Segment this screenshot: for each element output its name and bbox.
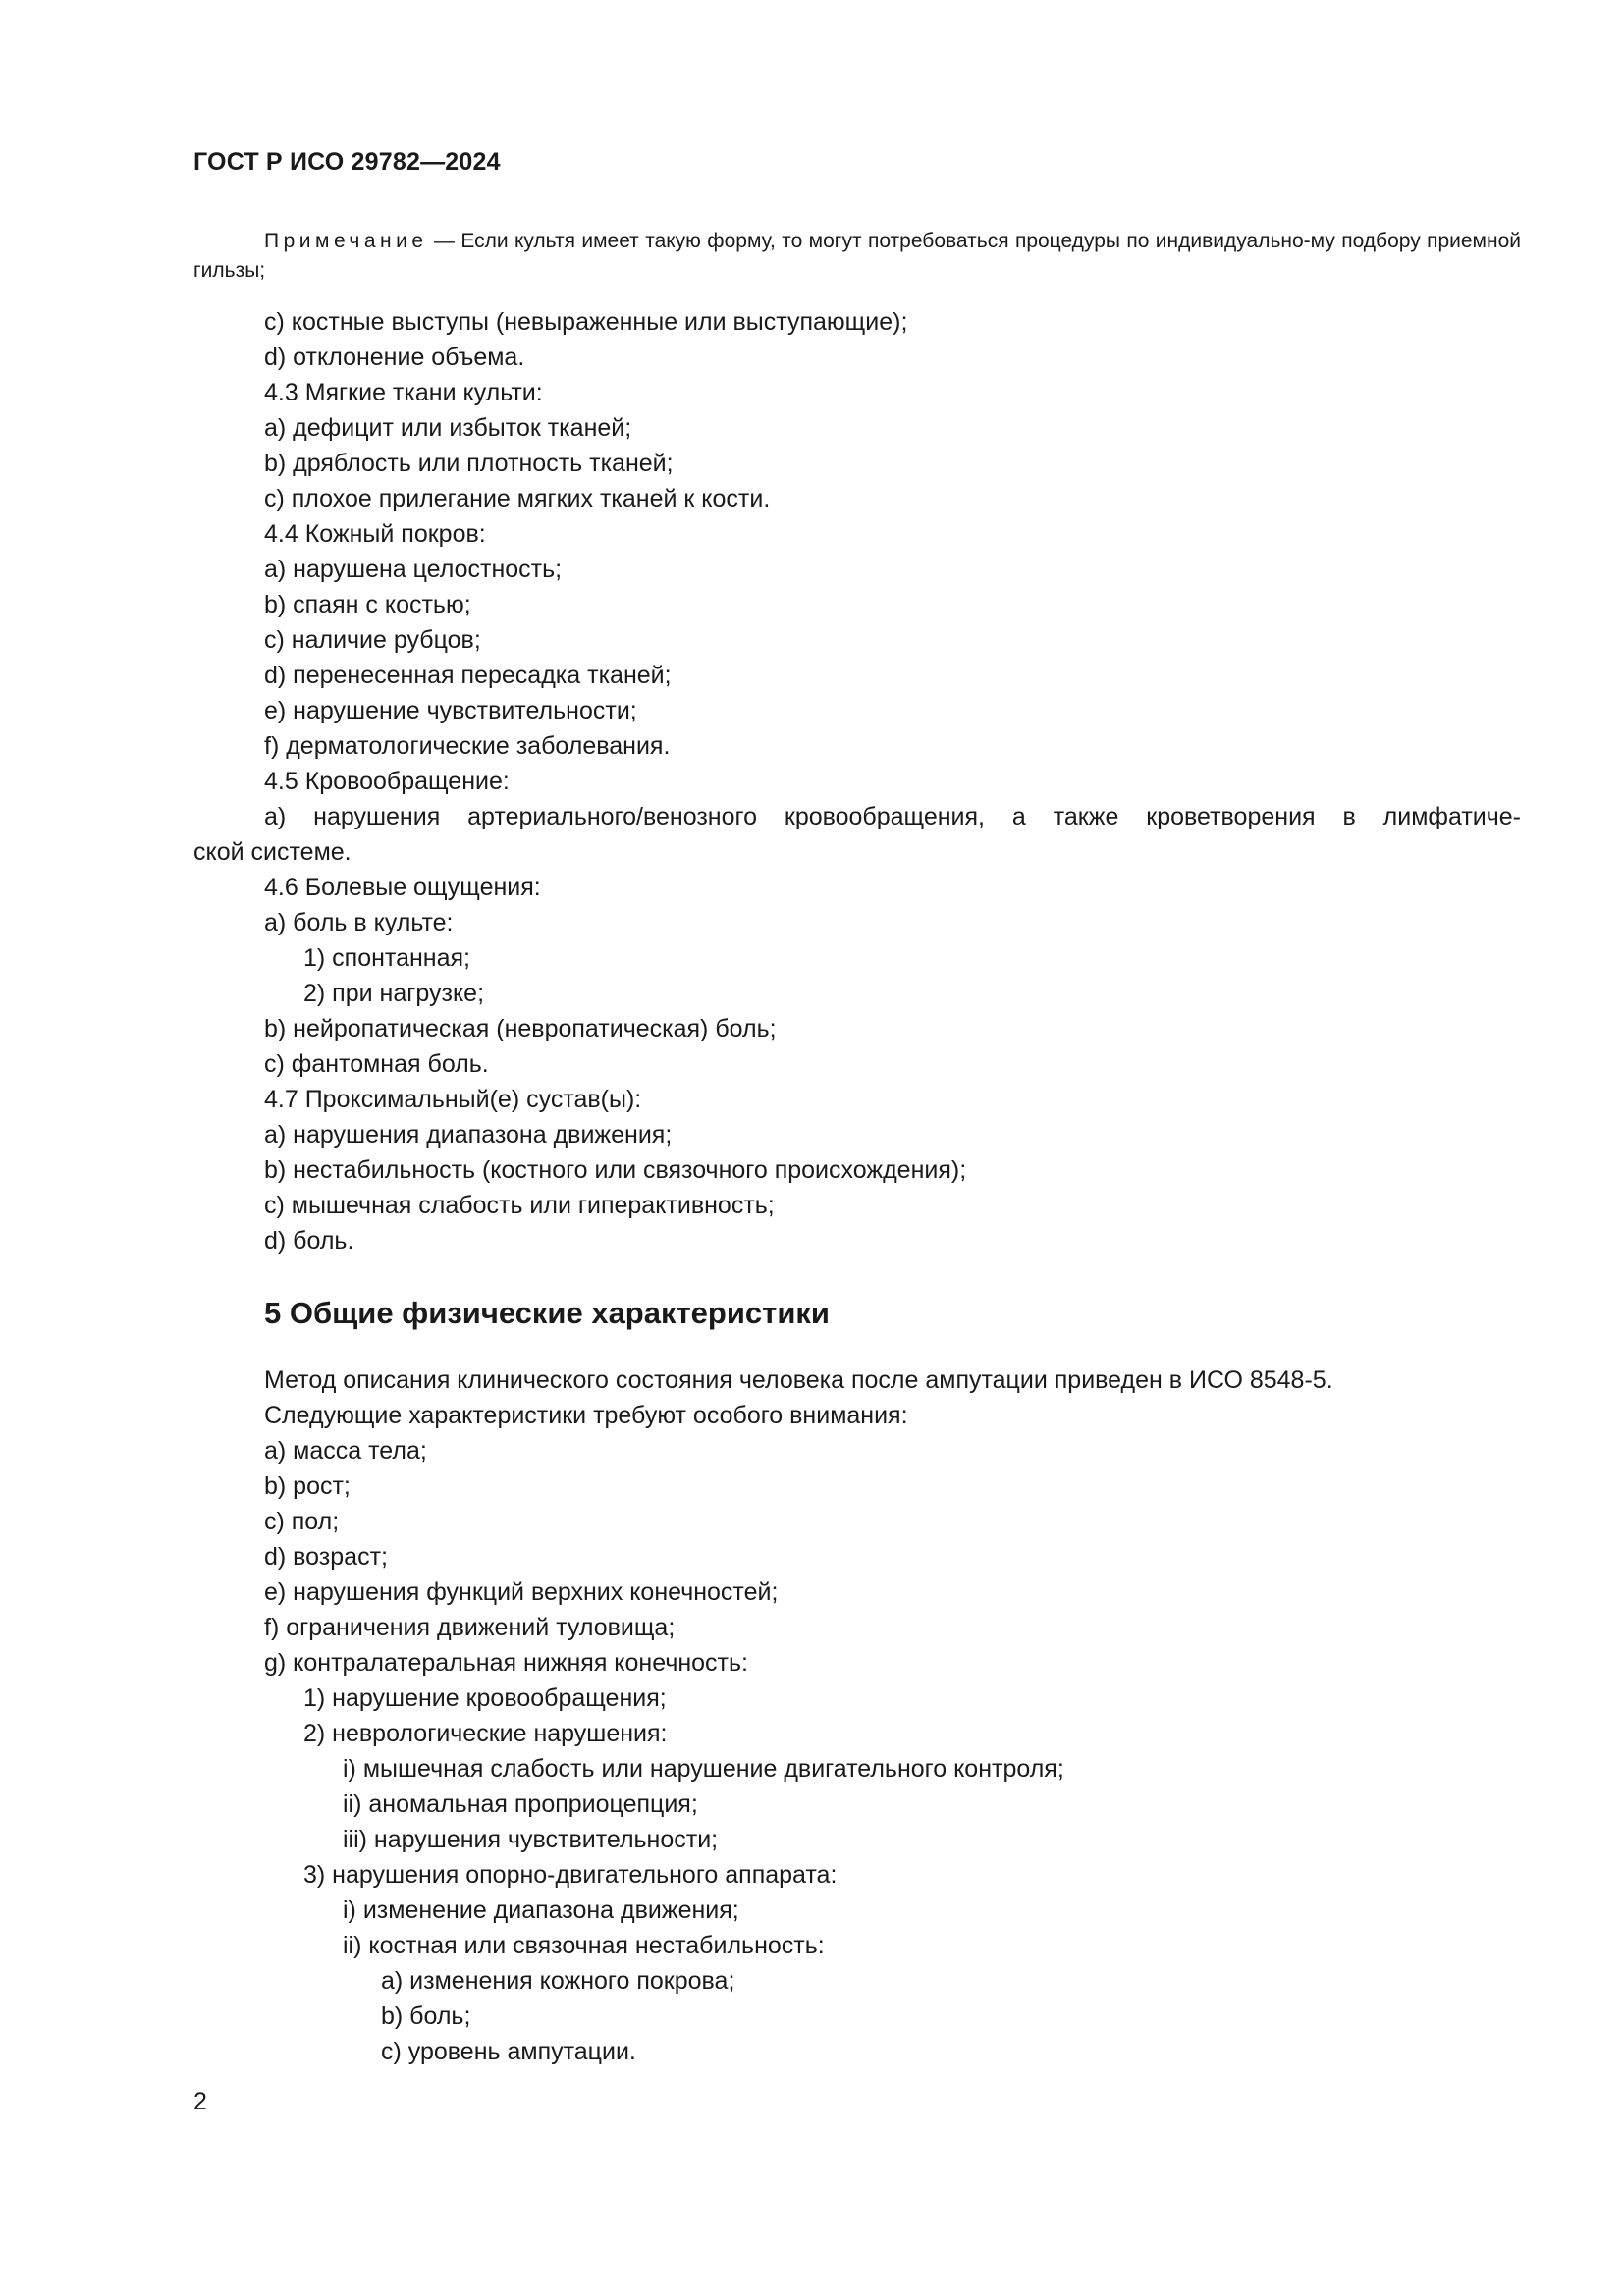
list-item: c) мышечная слабость или гиперактивность; [264,1192,775,1219]
list-item: e) нарушение чувствительности; [264,697,637,724]
list-subsubitem: i) изменение диапазона движения; [343,1896,739,1924]
subsection-title: 4.3 Мягкие ткани культи: [264,379,543,406]
list-item: d) отклонение объема. [264,344,525,371]
list-item: c) плохое прилегание мягких тканей к кости. [264,485,771,512]
list-subsubitem: ii) аномальная проприоцепция; [343,1790,698,1818]
list-item: d) боль. [264,1227,354,1255]
subsection-title: 4.4 Кожный покров: [264,520,486,548]
list-item: b) дряблость или плотность тканей; [264,450,674,477]
list-item: c) фантомная боль. [264,1050,489,1078]
list-item: b) рост; [264,1472,351,1500]
note-label: Примечание [264,230,428,252]
list-subitem: 3) нарушения опорно-двигательного аппарата: [303,1861,838,1889]
paragraph: Метод описания клинического состояния человека после ампутации приведен в ИСО 8548-5. [264,1366,1333,1394]
list-item: b) спаян с костью; [264,591,471,618]
list-item: e) нарушения функций верхних конечностей; [264,1578,779,1606]
list-item-continuation: ской системе. [193,838,352,866]
list-item: a) нарушения диапазона движения; [264,1121,673,1148]
subsection-title: 4.6 Болевые ощущения: [264,874,541,901]
list-subsubitem: ii) костная или связочная нестабильность: [343,1932,825,1959]
document-header: ГОСТ Р ИСО 29782—2024 [193,148,501,176]
list-item: a) дефицит или избыток тканей; [264,414,632,442]
note-paragraph [193,227,1521,286]
subsection-title: 4.7 Проксимальный(е) сустав(ы): [264,1086,642,1113]
page-number: 2 [193,2088,207,2115]
list-subitem: 1) спонтанная; [303,944,470,972]
list-item: d) возраст; [264,1543,388,1571]
document-body [193,304,1521,2069]
list-item: b) нестабильность (костного или связочного происхождения); [264,1156,967,1184]
list-deep-item: c) уровень ампутации. [381,2038,636,2065]
list-subitem: 2) при нагрузке; [303,980,485,1007]
list-item: c) наличие рубцов; [264,626,481,654]
list-item: a) нарушения артериального/венозного кровообращения, а также кроветворения в лимфатиче- [264,803,1521,830]
list-deep-item: a) изменения кожного покрова; [381,1967,735,1995]
list-subitem: 1) нарушение кровообращения; [303,1684,667,1712]
list-item: g) контралатеральная нижняя конечность: [264,1649,748,1677]
list-item: f) ограничения движений туловища; [264,1614,676,1641]
paragraph: Следующие характеристики требуют особого внимания: [264,1402,908,1429]
list-item: a) нарушена целостность; [264,556,563,583]
section-5-heading: 5 Общие физические характеристики [264,1296,830,1330]
list-deep-item: b) боль; [381,2002,471,2030]
list-item: d) перенесенная пересадка тканей; [264,662,672,689]
list-subsubitem: i) мышечная слабость или нарушение двигательного контроля; [343,1755,1064,1783]
list-item: c) костные выступы (невыраженные или выступающие); [264,308,908,336]
list-item: c) пол; [264,1508,340,1535]
list-item: a) масса тела; [264,1437,427,1465]
list-subsubitem: iii) нарушения чувствительности; [343,1826,719,1853]
subsection-title: 4.5 Кровообращение: [264,768,510,795]
list-item: b) нейропатическая (невропатическая) боль; [264,1015,777,1042]
list-item: a) боль в культе: [264,909,454,936]
list-subitem: 2) неврологические нарушения: [303,1720,668,1747]
list-item: f) дерматологические заболевания. [264,732,671,760]
note-text: — Если культя имеет такую форму, то могут потребоваться процедуры по индивидуально-му подбору приемной гильзы; [193,230,1521,282]
